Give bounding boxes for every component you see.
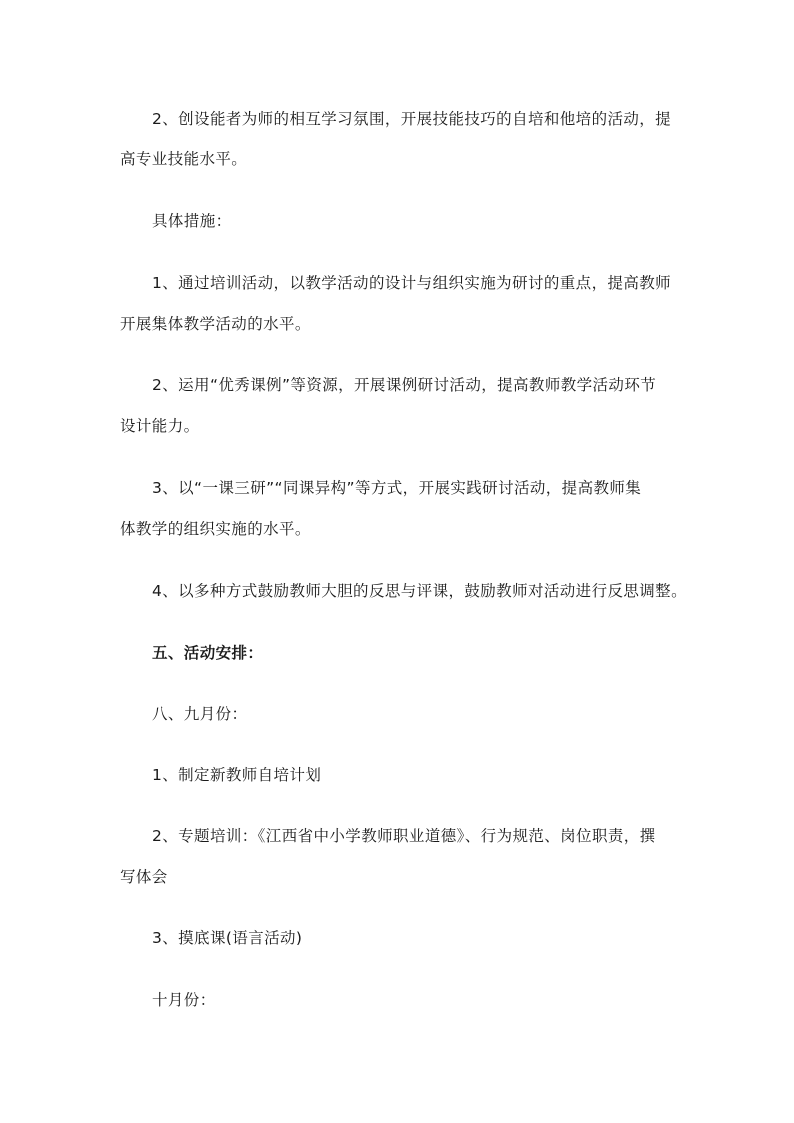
paragraph-line: 2、专题培训：《江西省中小学教师职业道德》、行为规范、岗位职责，撰 <box>152 827 656 845</box>
paragraph-line: 设计能力。 <box>120 417 200 435</box>
paragraph-line: 开展集体教学活动的水平。 <box>120 315 311 333</box>
paragraph-line: 1、制定新教师自培计划 <box>152 766 322 784</box>
paragraph-line: 写体会 <box>120 868 168 886</box>
paragraph-line: 八、九月份： <box>152 705 248 723</box>
paragraph-line: 3、以“一课三研”“同课异构”等方式，开展实践研讨活动，提高教师集 <box>152 479 642 497</box>
paragraph-line: 高专业技能水平。 <box>120 150 248 168</box>
paragraph-line: 体教学的组织实施的水平。 <box>120 520 311 538</box>
paragraph-line: 3、摸底课(语言活动) <box>152 929 303 947</box>
paragraph-line: 1、通过培训活动，以教学活动的设计与组织实施为研讨的重点，提高教师 <box>152 274 672 292</box>
paragraph-line: 2、运用“优秀课例”等资源，开展课例研讨活动，提高教师教学活动环节 <box>152 376 657 394</box>
paragraph-line: 4、以多种方式鼓励教师大胆的反思与评课，鼓励教师对活动进行反思调整。 <box>152 582 687 600</box>
paragraph-line: 具体措施： <box>152 212 232 230</box>
paragraph-line: 十月份： <box>152 991 216 1009</box>
paragraph-line: 2、创设能者为师的相互学习氛围，开展技能技巧的自培和他培的活动，提 <box>152 110 672 128</box>
section-heading: 五、活动安排： <box>152 644 264 662</box>
